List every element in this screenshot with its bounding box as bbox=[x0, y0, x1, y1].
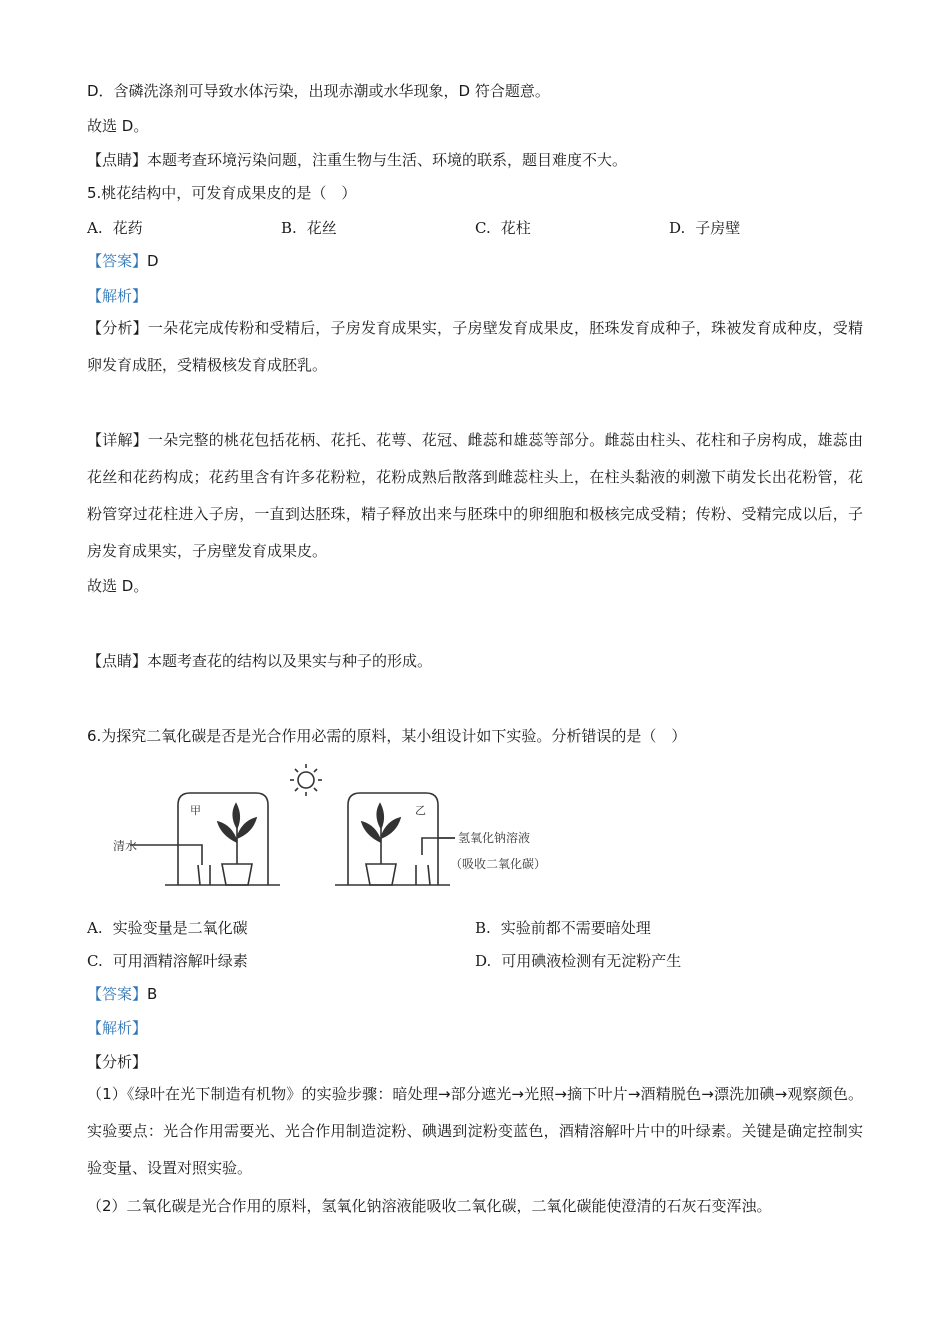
q5-option-b bbox=[281, 218, 337, 238]
q5-analysis: 【分析】一朵花完成传粉和受精后，子房发育成果实，子房壁发育成果皮，胚珠发育成种子，珠被发育成种皮，受精卵发育成胚，受精极核发育成胚乳。 bbox=[87, 319, 863, 374]
answer-tag: 【答案】 bbox=[87, 252, 148, 270]
experiment-figure bbox=[110, 760, 600, 890]
experiment-diagram bbox=[110, 760, 600, 890]
q4-choose: 故选 D。 bbox=[87, 117, 149, 135]
q6-option-d bbox=[475, 951, 681, 971]
option-key: C. bbox=[87, 952, 103, 970]
q6-stem: 6.为探究二氧化碳是否是光合作用必需的原料，某小组设计如下实验。分析错误的是（ ） bbox=[87, 727, 687, 745]
option-text: 花柱 bbox=[500, 219, 531, 237]
q6-option-b bbox=[475, 918, 651, 938]
q6-analysis-head: 【分析】 bbox=[87, 1053, 148, 1071]
answer-value: D bbox=[147, 252, 159, 270]
q4-tip: 【点睛】本题考查环境污染问题，注重生物与生活、环境的联系，题目难度不大。 bbox=[87, 151, 628, 169]
label-water: 清水 bbox=[113, 839, 138, 853]
option-text: 实验变量是二氧化碳 bbox=[112, 919, 248, 937]
q5-option-a bbox=[87, 218, 143, 238]
q4-option-d-explanation: D．含磷洗涤剂可导致水体污染，出现赤潮或水华现象，D 符合题意。 bbox=[87, 82, 550, 100]
label-absorb: （吸收二氧化碳） bbox=[450, 857, 547, 871]
q5-choose: 故选 D。 bbox=[87, 577, 149, 595]
option-key: D. bbox=[475, 952, 492, 970]
option-text: 实验前都不需要暗处理 bbox=[500, 919, 651, 937]
option-text: 花药 bbox=[112, 219, 143, 237]
plant-pot-1 bbox=[222, 864, 252, 885]
q6-jiexi-tag: 【解析】 bbox=[87, 1019, 148, 1037]
answer-tag: 【答案】 bbox=[87, 985, 148, 1003]
q6-analysis-p2: （2）二氧化碳是光合作用的原料，氢氧化钠溶液能吸收二氧化碳，二氧化碳能使澄清的石灰石变浑浊。 bbox=[87, 1197, 772, 1215]
q5-answer bbox=[87, 251, 159, 271]
option-key: B. bbox=[475, 919, 491, 937]
option-key: D. bbox=[669, 219, 686, 237]
option-text: 可用酒精溶解叶绿素 bbox=[112, 952, 248, 970]
label-naoh: 氢氧化钠溶液 bbox=[458, 831, 531, 845]
option-key: A. bbox=[87, 219, 103, 237]
option-key: B. bbox=[281, 219, 297, 237]
q6-analysis-p1: （1）《绿叶在光下制造有机物》的实验步骤：暗处理→部分遮光→光照→摘下叶片→酒精脱色→漂洗加碘→观察颜色。实验要点：光合作用需要光、光合作用制造淀粉、碘遇到淀粉变蓝色，酒精溶解叶片中的叶绿素。关键是确定控制实验变量、设置对照实验。 bbox=[87, 1085, 863, 1177]
option-text: 子房壁 bbox=[695, 219, 741, 237]
q5-tip: 【点睛】本题考查花的结构以及果实与种子的形成。 bbox=[87, 652, 433, 670]
label-yi: 乙 bbox=[415, 804, 426, 817]
option-key: C. bbox=[475, 219, 491, 237]
q5-detail: 【详解】一朵完整的桃花包括花柄、花托、花萼、花冠、雌蕊和雄蕊等部分。雌蕊由柱头、花柱和子房构成，雄蕊由花丝和花药构成；花药里含有许多花粉粒，花粉成熟后散落到雌蕊柱头上，在柱头黏液的刺激下萌发长出花粉管，花粉管穿过花柱进入子房，一直到达胚珠，精子释放出来与胚珠中的卵细胞和极核完成受精；传粉、受精完成以后，子房发育成果实，子房壁发育成果皮。 bbox=[87, 431, 863, 560]
q5-option-c bbox=[475, 218, 531, 238]
label-jia: 甲 bbox=[190, 804, 201, 817]
q5-stem: 5.桃花结构中，可发育成果皮的是（ ） bbox=[87, 184, 357, 202]
q5-jiexi-tag: 【解析】 bbox=[87, 287, 148, 305]
plant-pot-2 bbox=[366, 864, 396, 885]
option-text: 可用碘液检测有无淀粉产生 bbox=[501, 952, 682, 970]
option-text: 花丝 bbox=[306, 219, 337, 237]
q6-option-a bbox=[87, 918, 248, 938]
q5-option-d bbox=[669, 218, 740, 238]
answer-value: B bbox=[147, 985, 158, 1003]
option-key: A. bbox=[87, 919, 103, 937]
q6-option-c bbox=[87, 951, 248, 971]
sun-icon bbox=[298, 772, 314, 788]
q6-answer bbox=[87, 984, 157, 1004]
